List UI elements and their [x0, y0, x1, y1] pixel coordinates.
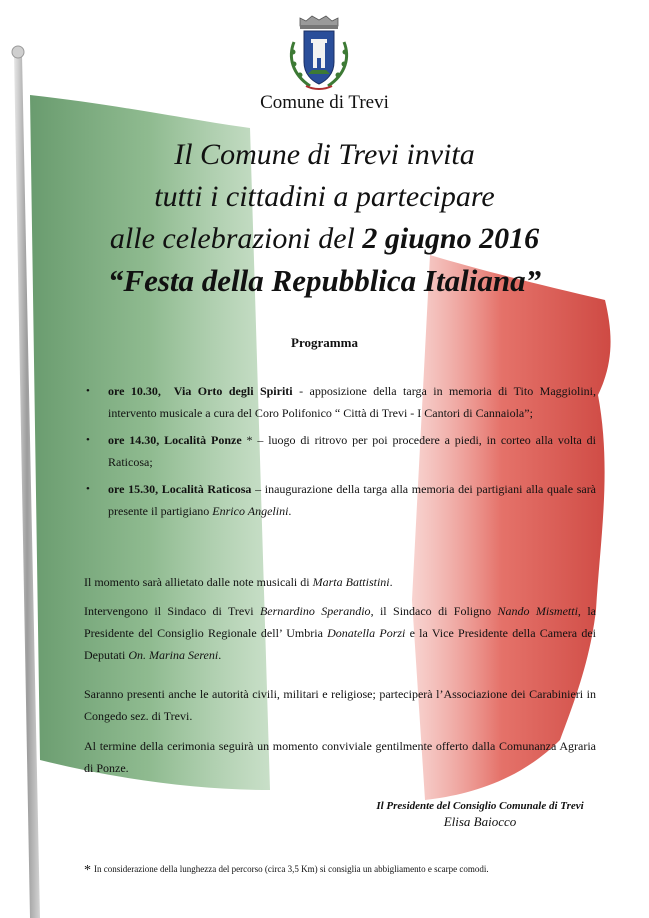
comune-name: Comune di Trevi [260, 92, 389, 113]
signature-role: Il Presidente del Consiglio Comunale di Trevi [376, 800, 584, 812]
headline-line-2: tutti i cittadini a partecipare [154, 180, 495, 213]
paragraph-conclusion: Al termine della cerimonia seguirà un momento conviviale gentilmente offerto dalla Comunanza Agraria di Ponze. [84, 739, 596, 775]
list-item [84, 380, 596, 424]
footnote-text: In considerazione della lunghezza del percorso (circa 3,5 Km) si consiglia un abbigliamento e scarpe comodi. [94, 864, 489, 874]
headline-line-1: Il Comune di Trevi invita [174, 138, 475, 171]
headline-event-title: “Festa della Repubblica Italiana” [107, 263, 542, 298]
speaker-name: On. Marina Sereni [128, 648, 219, 662]
signature-name: Elisa Baiocco [443, 814, 517, 829]
speaker-name: Bernardino Sperandio [259, 604, 371, 618]
paragraph-end: . [389, 575, 393, 589]
item-place: Località Raticosa [161, 482, 252, 496]
item-text: - apposizione della targa in memoria di Tito Maggiolini, intervento musicale a cura del Coro Polifonico “ Città di Trevi - I Cantori di Cannaiola”; [108, 384, 596, 420]
item-end: . [288, 504, 292, 518]
paragraph-end: . [218, 648, 222, 662]
footnote [84, 862, 604, 878]
program-title: Programma [291, 335, 358, 350]
speaker-name: Donatella Porzi [327, 626, 406, 640]
paragraph-speakers [84, 600, 596, 666]
flag-pole-finial [12, 46, 24, 58]
musician-name: Marta Battistini [312, 575, 390, 589]
headline-date: 2 giugno 2016 [362, 222, 540, 255]
paragraph-authorities: Saranno presenti anche le autorità civili, militari e religiose; parteciperà l’Associazione dei Carabinieri in Congedo sez. di Trevi. [84, 687, 596, 723]
headline [0, 134, 649, 302]
list-item [84, 478, 596, 522]
paragraph-text: , la Presidente del Consiglio Regionale dell’ Umbria [84, 604, 596, 640]
item-text: * – luogo di ritrovo per poi procedere a piedi, in corteo alla volta di Raticosa; [108, 433, 597, 469]
paragraph-text: , il Sindaco di Foligno [370, 604, 498, 618]
list-item [84, 429, 596, 473]
item-time: ore 10.30, [108, 384, 161, 398]
bullet-icon: • [86, 483, 90, 495]
signature-block [280, 798, 649, 830]
program-list [84, 380, 596, 527]
headline-line-3-prefix: alle celebrazioni del [109, 222, 363, 255]
paragraph-music [84, 571, 596, 593]
headline-line-3 [0, 218, 649, 260]
item-text: – inaugurazione della targa alla memoria dei partigiani alla quale sarà presente il partigiano [108, 482, 597, 518]
item-time: ore 15.30, [108, 482, 159, 496]
item-time: ore 14.30, [108, 433, 160, 447]
bullet-icon: • [86, 434, 90, 446]
bullet-icon: • [86, 385, 90, 397]
footnote-marker: * [84, 863, 91, 878]
paragraph-text: Intervengono il Sindaco di Trevi [84, 604, 260, 618]
item-person: Enrico Angelini [212, 504, 289, 518]
paragraph-text: Il momento sarà allietato dalle note musicali di [84, 575, 313, 589]
speaker-name: Nando Mismetti [497, 604, 578, 618]
item-place: Località Ponze [164, 433, 242, 447]
trevi-coat-of-arms-icon [286, 12, 352, 94]
item-place: Via Orto degli Spiriti [173, 384, 293, 398]
paragraph-text: e la Vice Presidente della Camera dei Deputati [84, 626, 596, 662]
